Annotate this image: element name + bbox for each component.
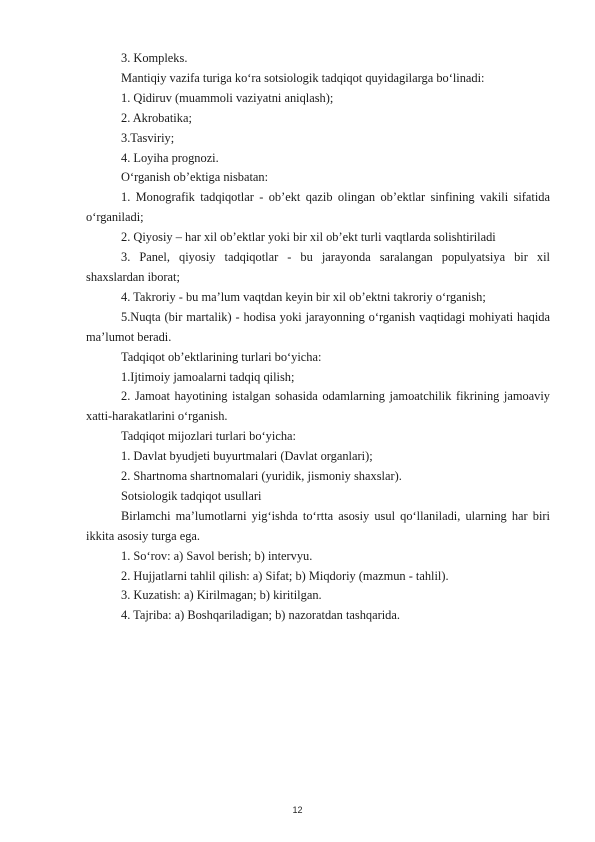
list-item: 1. Davlat byudjeti buyurtmalari (Davlat organlari); xyxy=(121,449,373,464)
list-item: 2. Akrobatika; xyxy=(121,110,192,125)
page-number: 12 xyxy=(292,805,303,815)
document-body xyxy=(86,49,550,626)
list-item: 1. So‘rov: a) Savol berish; b) intervyu. xyxy=(121,548,313,563)
paragraph: Mantiqiy vazifa turiga ko‘ra sotsiologik tadqiqot quyidagilarga bo‘linadi: xyxy=(121,70,485,85)
list-item: 2. Shartnoma shartnomalari (yuridik, jismoniy shaxslar). xyxy=(121,469,402,484)
list-item: 2. Jamoat hayotining istalgan sohasida odamlarning jamoatchilik fikrining jamoaviy xatti-harakatlarini o‘rganish. xyxy=(86,389,550,424)
list-item: 2. Qiyosiy – har xil ob’ektlar yoki bir xil ob’ekt turli vaqtlarda solishtiriladi xyxy=(121,230,496,245)
list-item: 3. Kuzatish: a) Kirilmagan; b) kiritilgan. xyxy=(121,588,322,603)
list-item: 3.Tasviriy; xyxy=(121,130,175,145)
list-item: 2. Hujjatlarni tahlil qilish: a) Sifat; b) Miqdoriy (mazmun - tahlil). xyxy=(121,568,449,583)
paragraph: 3. Kompleks. xyxy=(121,51,188,65)
list-item: 4. Takroriy - bu ma’lum vaqtdan keyin bir xil ob’ektni takroriy o‘rganish; xyxy=(121,289,486,304)
list-item: 1. Monografik tadqiqotlar - ob’ekt qazib olingan ob’ektlar sinfining vakili sifatida o‘rganiladi; xyxy=(86,190,550,225)
section-heading: O‘rganish ob’ektiga nisbatan: xyxy=(121,170,269,185)
list-item: 4. Loyiha prognozi. xyxy=(121,150,219,165)
list-item: 1.Ijtimoiy jamoalarni tadqiq qilish; xyxy=(121,369,295,384)
list-item: 5.Nuqta (bir martalik) - hodisa yoki jarayonning o‘rganish vaqtidagi mohiyati haqida ma’lumot beradi. xyxy=(86,309,550,344)
section-heading: Tadqiqot mijozlari turlari bo‘yicha: xyxy=(121,429,296,444)
list-item: 1. Qidiruv (muammoli vaziyatni aniqlash); xyxy=(121,90,334,105)
paragraph: Birlamchi ma’lumotlarni yig‘ishda to‘rtta asosiy usul qo‘llaniladi, ularning har biri ikkita asosiy turga ega. xyxy=(86,508,550,543)
section-heading: Sotsiologik tadqiqot usullari xyxy=(121,488,262,503)
section-heading: Tadqiqot ob’ektlarining turlari bo‘yicha: xyxy=(121,349,322,364)
list-item: 4. Tajriba: a) Boshqariladigan; b) nazoratdan tashqarida. xyxy=(121,608,400,623)
list-item: 3. Panel, qiyosiy tadqiqotlar - bu jarayonda saralangan populyatsiya bir xil shaxslardan iborat; xyxy=(86,250,550,284)
